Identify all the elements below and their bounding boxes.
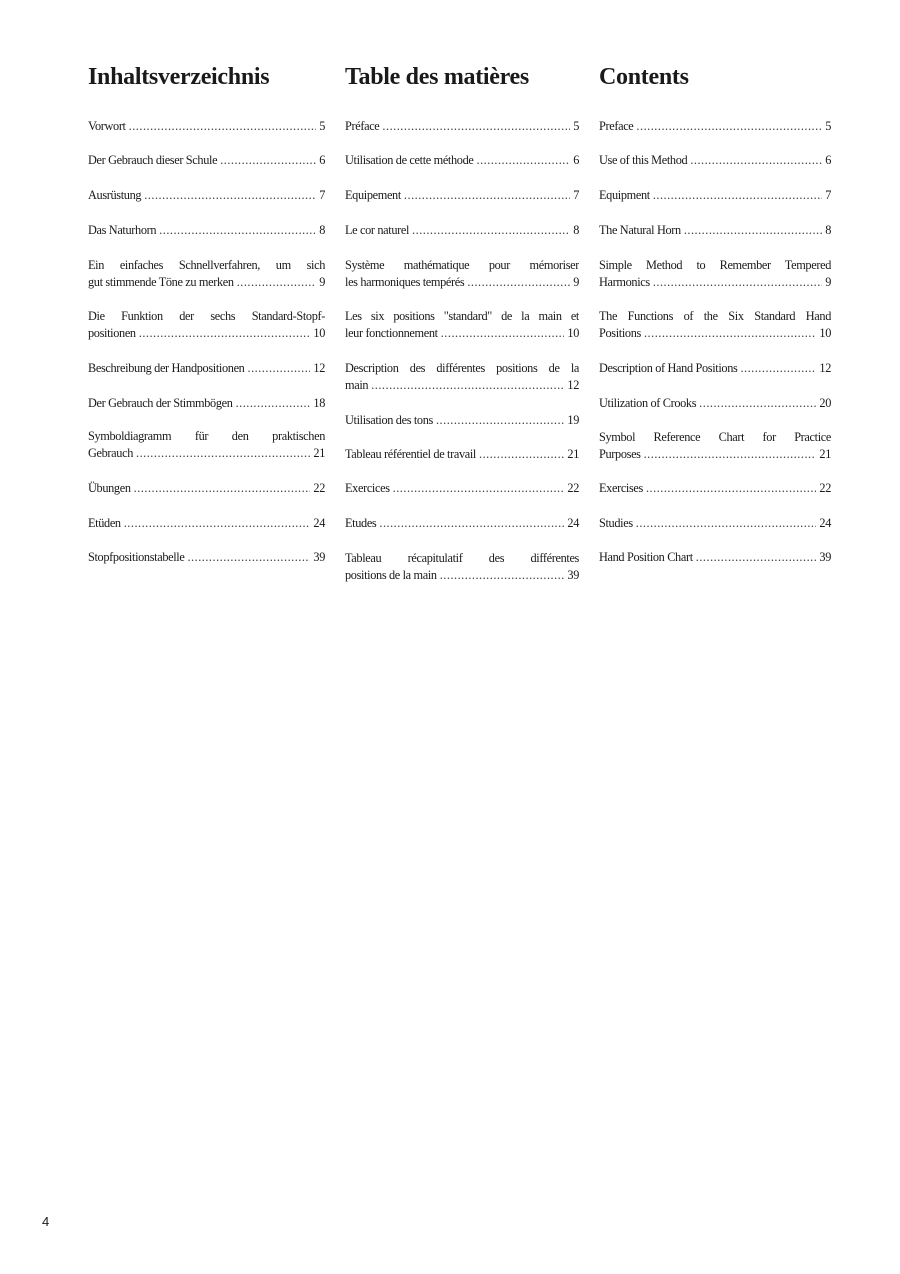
- toc-entry: [345, 257, 579, 291]
- toc-entry-line: [345, 412, 579, 429]
- toc-entry-title: Preface: [599, 119, 634, 133]
- toc-entry-page: 20: [819, 396, 831, 410]
- toc-entry-title: Stopfpositionstabelle: [88, 550, 185, 564]
- toc-entry-page: 9: [573, 275, 579, 289]
- toc-entry: [345, 308, 579, 342]
- toc-entry: [345, 412, 579, 429]
- dot-leader: [740, 360, 816, 377]
- toc-entry-line: [345, 187, 579, 204]
- toc-entry-line: [88, 325, 325, 342]
- toc-entry-title: Use of this Method: [599, 153, 688, 167]
- toc-entry-title-line1: Symboldiagramm für den praktischen: [88, 429, 325, 443]
- toc-entry-title: Exercises: [599, 481, 643, 495]
- dot-leader: [129, 118, 317, 135]
- toc-entry-title-line1: Simple Method to Remember Tempered: [599, 258, 831, 272]
- toc-entry-page: 21: [313, 446, 325, 460]
- dot-leader: [636, 515, 817, 532]
- toc-entry-title: Der Gebrauch der Stimmbögen: [88, 396, 233, 410]
- dot-leader: [139, 325, 311, 342]
- toc-entry-title: Vorwort: [88, 119, 126, 133]
- toc-entry-line: [88, 515, 325, 532]
- toc-entry-line: [88, 274, 325, 291]
- dot-leader: [696, 549, 817, 566]
- toc-entry-title: Tableau référentiel de travail: [345, 447, 476, 461]
- toc-entry-title: Purposes: [599, 447, 641, 461]
- toc-entry-title: Ausrüstung: [88, 188, 142, 202]
- toc-entry: [599, 308, 831, 342]
- dot-leader: [479, 446, 564, 463]
- toc-entry-line: [599, 118, 831, 135]
- dot-leader: [653, 274, 822, 291]
- toc-entry-title: Description of Hand Positions: [599, 361, 738, 375]
- toc-entry-line: [599, 187, 831, 204]
- toc-entry-line: [345, 152, 579, 169]
- toc-entry-line: [88, 549, 325, 566]
- toc-entry-page: 18: [313, 396, 325, 410]
- toc-entry: [599, 480, 831, 497]
- toc-entry-page: 8: [319, 223, 325, 237]
- toc-entry-title-line1: Les six positions "standard" de la main et: [345, 309, 579, 323]
- dot-leader: [371, 377, 564, 394]
- toc-entry: [599, 360, 831, 377]
- toc-entry-page: 8: [573, 223, 579, 237]
- heading-english: Contents: [599, 64, 689, 90]
- toc-entry: [599, 118, 831, 135]
- toc-entry-line: [345, 222, 579, 239]
- toc-entry-page: 10: [567, 326, 579, 340]
- toc-entry-page: 22: [819, 481, 831, 495]
- toc-entry-title: Beschreibung der Handpositionen: [88, 361, 245, 375]
- toc-entry: [599, 429, 831, 463]
- toc-entry: [345, 152, 579, 169]
- toc-entry: [345, 550, 579, 584]
- toc-entry-page: 39: [313, 550, 325, 564]
- dot-leader: [159, 222, 316, 239]
- toc-entry-line: [345, 480, 579, 497]
- toc-entry-page: 39: [567, 568, 579, 582]
- toc-entry: [88, 257, 325, 291]
- toc-entry-title: Le cor naturel: [345, 223, 410, 237]
- dot-leader: [653, 187, 822, 204]
- toc-entry-page: 21: [819, 447, 831, 461]
- toc-entry-page: 12: [567, 378, 579, 392]
- toc-entry-title: Harmonics: [599, 275, 650, 289]
- dot-leader: [136, 445, 310, 462]
- toc-entry: [88, 480, 325, 497]
- toc-entry-title: main: [345, 378, 369, 392]
- toc-entry-title-line1: Ein einfaches Schnellverfahren, um sich: [88, 258, 325, 272]
- toc-entry-page: 5: [573, 119, 579, 133]
- toc-entry: [88, 549, 325, 566]
- toc-entry-page: 24: [567, 516, 579, 530]
- toc-entry-line: [599, 480, 831, 497]
- toc-entry-line: [88, 118, 325, 135]
- toc-entry-line: [88, 187, 325, 204]
- dot-leader: [440, 567, 565, 584]
- heading-french: Table des matières: [345, 64, 529, 90]
- toc-entry-page: 12: [313, 361, 325, 375]
- toc-entry-page: 10: [313, 326, 325, 340]
- dot-leader: [124, 515, 311, 532]
- toc-entry-page: 6: [319, 153, 325, 167]
- toc-entry-page: 8: [825, 223, 831, 237]
- toc-entry-title: Studies: [599, 516, 633, 530]
- toc-entry: [345, 187, 579, 204]
- toc-entry: [345, 222, 579, 239]
- toc-entry-line: [345, 446, 579, 463]
- dot-leader: [144, 187, 316, 204]
- heading-german: Inhaltsverzeichnis: [88, 64, 270, 90]
- toc-entry-title: Equipement: [345, 188, 401, 202]
- dot-leader: [236, 395, 311, 412]
- dot-leader: [467, 274, 570, 291]
- toc-entry-title: Utilisation des tons: [345, 413, 433, 427]
- toc-entry-title: Exercices: [345, 481, 390, 495]
- toc-entry-line: [345, 377, 579, 394]
- toc-entry-title: positionen: [88, 326, 136, 340]
- toc-entry: [88, 515, 325, 532]
- dot-leader: [690, 152, 822, 169]
- toc-entry-title: leur fonctionnement: [345, 326, 438, 340]
- toc-entry-line: [599, 274, 831, 291]
- toc-entry: [88, 118, 325, 135]
- toc-entry: [345, 118, 579, 135]
- toc-entry-title-line1: Description des différentes positions de la: [345, 361, 579, 375]
- toc-entry-line: [599, 515, 831, 532]
- toc-entry-page: 24: [819, 516, 831, 530]
- toc-entry: [88, 222, 325, 239]
- toc-entry: [345, 360, 579, 394]
- toc-entry: [88, 308, 325, 342]
- toc-entry-title: Etüden: [88, 516, 121, 530]
- toc-entry-line: [599, 222, 831, 239]
- toc-entry-title: Utilisation de cette méthode: [345, 153, 474, 167]
- toc-column-german: [88, 60, 325, 564]
- toc-entry: [599, 222, 831, 239]
- toc-entry-title: Positions: [599, 326, 641, 340]
- toc-entry: [345, 480, 579, 497]
- toc-entry-title: Übungen: [88, 481, 131, 495]
- toc-entry-page: 22: [567, 481, 579, 495]
- toc-entry-line: [599, 395, 831, 412]
- toc-entry-page: 24: [313, 516, 325, 530]
- toc-entry-line: [88, 395, 325, 412]
- toc-entry-line: [88, 152, 325, 169]
- dot-leader: [404, 187, 570, 204]
- toc-entry-page: 39: [819, 550, 831, 564]
- dot-leader: [646, 480, 816, 497]
- toc-entry-line: [599, 152, 831, 169]
- toc-entry-line: [88, 360, 325, 377]
- toc-entry: [599, 187, 831, 204]
- toc-entry-title: Utilization of Crooks: [599, 396, 697, 410]
- dot-leader: [379, 515, 564, 532]
- toc-entry-title: Préface: [345, 119, 380, 133]
- toc-entry-line: [599, 446, 831, 463]
- toc-entry-line: [345, 325, 579, 342]
- toc-column-french: [345, 60, 579, 582]
- dot-leader: [412, 222, 570, 239]
- toc-entry-title-line1: Tableau récapitulatif des différentes: [345, 551, 579, 565]
- dot-leader: [220, 152, 316, 169]
- toc-entry-line: [88, 445, 325, 462]
- dot-leader: [248, 360, 311, 377]
- dot-leader: [644, 446, 817, 463]
- toc-entry-title: Etudes: [345, 516, 377, 530]
- toc-entry-title-line1: Symbol Reference Chart for Practice: [599, 430, 831, 444]
- toc-entry-title-line1: Système mathématique pour mémoriser: [345, 258, 579, 272]
- toc-column-english: [599, 60, 831, 564]
- toc-entry-page: 9: [319, 275, 325, 289]
- toc-entry: [88, 187, 325, 204]
- toc-entry-page: 7: [573, 188, 579, 202]
- toc-entry-page: 22: [313, 481, 325, 495]
- toc-entry: [88, 395, 325, 412]
- toc-entry-page: 7: [825, 188, 831, 202]
- toc-entry: [345, 515, 579, 532]
- toc-entry: [88, 428, 325, 462]
- toc-entry: [88, 152, 325, 169]
- toc-entry-line: [599, 549, 831, 566]
- toc-entry-line: [345, 118, 579, 135]
- toc-entry-page: 5: [319, 119, 325, 133]
- toc-entry-title: Hand Position Chart: [599, 550, 693, 564]
- toc-entry: [88, 360, 325, 377]
- toc-entry: [599, 515, 831, 532]
- page-number: 4: [42, 1214, 50, 1229]
- dot-leader: [441, 325, 565, 342]
- toc-entry-title: The Natural Horn: [599, 223, 681, 237]
- dot-leader: [237, 274, 316, 291]
- toc-entry-title: Equipment: [599, 188, 650, 202]
- toc-entry-title-line1: The Functions of the Six Standard Hand: [599, 309, 831, 323]
- toc-entry-page: 6: [825, 153, 831, 167]
- toc-entry-page: 6: [573, 153, 579, 167]
- dot-leader: [477, 152, 571, 169]
- toc-entry-page: 19: [567, 413, 579, 427]
- toc-entry: [599, 395, 831, 412]
- toc-entry-title: positions de la main: [345, 568, 437, 582]
- toc-entry: [599, 257, 831, 291]
- toc-entry: [599, 152, 831, 169]
- toc-entry-page: 21: [567, 447, 579, 461]
- dot-leader: [636, 118, 822, 135]
- dot-leader: [134, 480, 311, 497]
- toc-entry-line: [345, 274, 579, 291]
- toc-entry-line: [345, 567, 579, 584]
- dot-leader: [393, 480, 565, 497]
- toc-entry-title: les harmoniques tempérés: [345, 275, 465, 289]
- toc-entry: [599, 549, 831, 566]
- toc-entry-page: 7: [319, 188, 325, 202]
- toc-entry-line: [88, 222, 325, 239]
- toc-entry-page: 9: [825, 275, 831, 289]
- toc-entry: [345, 446, 579, 463]
- toc-entry-line: [599, 360, 831, 377]
- toc-entry-page: 10: [819, 326, 831, 340]
- dot-leader: [187, 549, 310, 566]
- toc-entry-title: gut stimmende Töne zu merken: [88, 275, 234, 289]
- toc-entry-page: 12: [819, 361, 831, 375]
- toc-entry-title: Das Naturhorn: [88, 223, 157, 237]
- toc-entry-page: 5: [825, 119, 831, 133]
- dot-leader: [436, 412, 564, 429]
- dot-leader: [382, 118, 570, 135]
- toc-entry-line: [88, 480, 325, 497]
- toc-entry-title: Der Gebrauch dieser Schule: [88, 153, 218, 167]
- toc-entry-line: [345, 515, 579, 532]
- dot-leader: [684, 222, 822, 239]
- dot-leader: [644, 325, 816, 342]
- toc-entry-line: [599, 325, 831, 342]
- toc-entry-title: Gebrauch: [88, 446, 133, 460]
- toc-entry-title-line1: Die Funktion der sechs Standard-Stopf-: [88, 309, 325, 323]
- dot-leader: [699, 395, 816, 412]
